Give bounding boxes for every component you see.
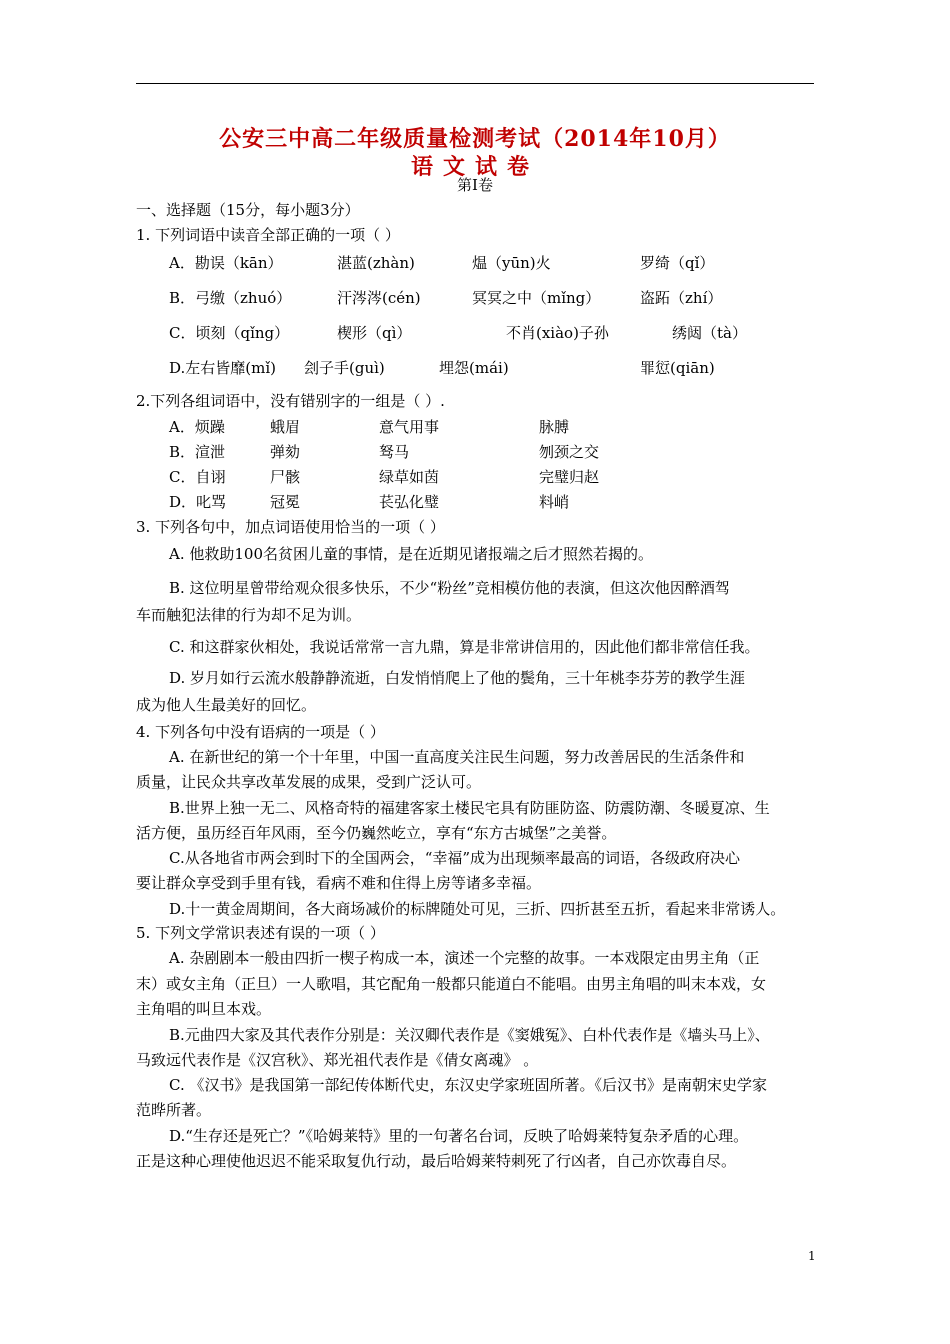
- q1-option: 埋怨(mái): [439, 359, 509, 377]
- q5-line: 马致远代表作是《汉宫秋》、郑光祖代表作是《倩女离魂》 。: [136, 1051, 539, 1069]
- q1-option: D.左右皆靡(mǐ): [169, 359, 276, 377]
- q3-line: D. 岁月如行云流水般静静流逝，白发悄悄爬上了他的鬓角，三十年桃李芬芳的教学生涯: [169, 669, 746, 687]
- q5-line: D.“生存还是死亡？”《哈姆莱特》里的一句著名台词，反映了哈姆莱特复杂矛盾的心理。: [169, 1127, 749, 1145]
- volume-label: 第Ⅰ卷: [457, 176, 493, 194]
- q1-option: 绣闼（tà）: [672, 324, 747, 342]
- q2-stem: 2.下列各组词语中，没有错别字的一组是（ ）.: [136, 392, 445, 410]
- q2-option: 冠冕: [270, 493, 301, 511]
- q3-line: 成为他人生最美好的回忆。: [136, 696, 317, 714]
- q2-option: 尸骸: [270, 468, 301, 486]
- q3-stem: 3. 下列各句中，加点词语使用恰当的一项（ ）: [136, 518, 445, 536]
- q4-line: D.十一黄金周期间，各大商场减价的标牌随处可见，三折、四折甚至五折，看起来非常诱人。: [169, 900, 786, 918]
- q3-line: B. 这位明星曾带给观众很多快乐，不少“粉丝”竞相模仿他的表演，但这次他因醉酒驾: [169, 579, 730, 597]
- q2-option: 意气用事: [379, 418, 440, 436]
- q3-line: A. 他救助100名贫困儿童的事情，是在近期见诸报端之后才照然若揭的。: [169, 545, 654, 563]
- q4-line: 要让群众享受到手里有钱，看病不难和住得上房等诸多幸福。: [136, 874, 542, 892]
- q2-option: 完璧归赵: [539, 468, 600, 486]
- q2-option: 苌弘化璧: [379, 493, 440, 511]
- q2-option: 蛾眉: [270, 418, 301, 436]
- q1-option: 罗绮（qǐ）: [640, 254, 715, 272]
- q2-option: 绿草如茵: [379, 468, 440, 486]
- q1-option: 汗涔涔(cén): [337, 289, 421, 307]
- q1-option: 楔形（qì）: [337, 324, 412, 342]
- q5-stem: 5. 下列文学常识表述有误的一项（ ）: [136, 924, 385, 942]
- q5-line: A. 杂剧剧本一般由四折一楔子构成一本，演述一个完整的故事。一本戏限定由男主角（正: [169, 949, 760, 967]
- q5-line: C. 《汉书》是我国第一部纪传体断代史，东汉史学家班固所著。《后汉书》是南朝宋史学家: [169, 1076, 767, 1094]
- q1-stem: 1. 下列词语中读音全部正确的一项（ ）: [136, 226, 400, 244]
- header-rule: [136, 83, 814, 84]
- q3-line: 车而触犯法律的行为却不足为训。: [136, 606, 362, 624]
- q5-line: 正是这种心理使他迟迟不能采取复仇行动，最后哈姆莱特刺死了行凶者，自己亦饮毒自尽。: [136, 1152, 737, 1170]
- q2-option: A．烦躁: [169, 418, 225, 436]
- paper-subtitle: 语文试卷: [410, 154, 539, 180]
- exam-title: 公安三中高二年级质量检测考试（2014年10月）: [219, 126, 731, 152]
- q4-line: 质量，让民众共享改革发展的成果，受到广泛认可。: [136, 773, 482, 791]
- q4-line: C.从各地省市两会到时下的全国两会，“幸福”成为出现频率最高的词语，各级政府决心: [169, 849, 741, 867]
- q1-option: 罪愆(qiān): [640, 359, 715, 377]
- q4-line: B.世界上独一无二、风格奇特的福建客家土楼民宅具有防匪防盗、防震防潮、冬暖夏凉、生: [169, 799, 770, 817]
- q2-option: B．渲泄: [169, 443, 226, 461]
- q4-line: A. 在新世纪的第一个十年里，中国一直高度关注民生问题，努力改善居民的生活条件和: [169, 748, 745, 766]
- q2-option: 刎颈之交: [539, 443, 600, 461]
- q2-option: 弹劾: [270, 443, 301, 461]
- q1-option: 刽子手(guì): [304, 359, 385, 377]
- q2-option: C．自诩: [169, 468, 226, 486]
- q2-option: 料峭: [539, 493, 570, 511]
- q2-option: 驽马: [379, 443, 410, 461]
- q1-option: A．勘误（kān）: [169, 254, 283, 272]
- q1-option: 煴（yūn)火: [472, 254, 551, 272]
- q1-option: C．顷刻（qǐng）: [169, 324, 290, 342]
- q1-option: 湛蓝(zhàn): [337, 254, 415, 272]
- q4-line: 活方便，虽历经百年风雨，至今仍巍然屹立，享有“东方古城堡”之美誉。: [136, 824, 617, 842]
- q1-option: B．弓缴（zhuó）: [169, 289, 292, 307]
- q5-line: 末）或女主角（正旦）一人歌唱，其它配角一般都只能道白不能唱。由男主角唱的叫末本戏，女: [136, 975, 767, 993]
- section-heading: 一、选择题（15分，每小题3分）: [136, 201, 360, 219]
- q1-option: 冥冥之中（mǐng）: [472, 289, 601, 307]
- q1-option: 盗跖（zhí）: [640, 289, 723, 307]
- q4-stem: 4. 下列各句中没有语病的一项是（ ）: [136, 723, 385, 741]
- q5-line: B.元曲四大家及其代表作分别是：关汉卿代表作是《窦娥冤》、白朴代表作是《墙头马上》、: [169, 1026, 770, 1044]
- q5-line: 范晔所著。: [136, 1101, 212, 1119]
- q5-line: 主角唱的叫旦本戏。: [136, 1000, 272, 1018]
- page-number: 1: [808, 1249, 816, 1263]
- q1-option: 不肖(xiào)子孙: [506, 324, 609, 342]
- q2-option: D．叱骂: [169, 493, 227, 511]
- q3-line: C. 和这群家伙相处，我说话常常一言九鼎，算是非常讲信用的，因此他们都非常信任我。: [169, 638, 760, 656]
- q2-option: 脉膊: [539, 418, 570, 436]
